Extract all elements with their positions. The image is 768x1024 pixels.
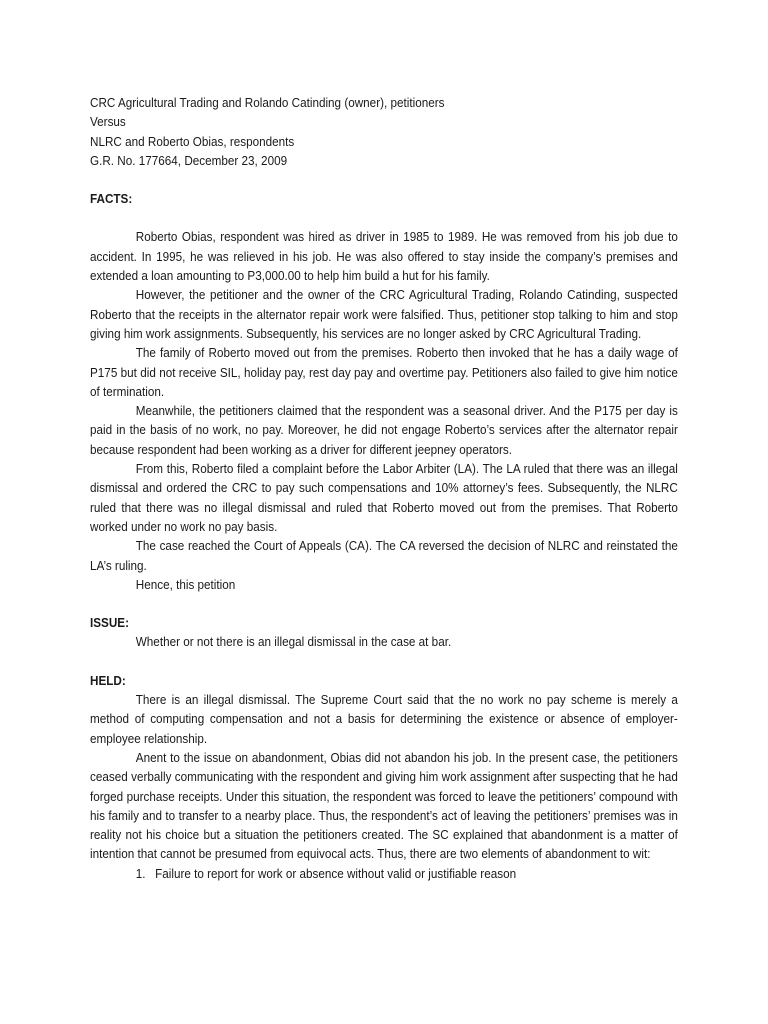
held-heading: HELD: (90, 672, 126, 688)
list-item-number: 1. (135, 865, 146, 881)
document-page (90, 93, 678, 883)
facts-heading: FACTS: (90, 191, 133, 207)
facts-paragraph: However, the petitioner and the owner of the CRC Agricultural Trading, Rolando Catinding, suspected Roberto that the receipts in the alternator repair work were falsified. Thus, petitioner stop talking to him and stop giving him work assignments. Subsequently, his services are no longer asked by CRC Agricultural Trading. (90, 287, 678, 341)
list-item (90, 864, 678, 883)
facts-paragraph: From this, Roberto filed a complaint before the Labor Arbiter (LA). The LA ruled that there was an illegal dismissal and ordered the CRC to pay such compensations and 10% attorney’s fees. Subsequently, the NLRC ruled that there was no illegal dismissal and ruled that Roberto moved out from the premises. That Roberto worked under no work no pay basis. (90, 461, 678, 534)
case-caption (90, 93, 678, 170)
facts-paragraph: The case reached the Court of Appeals (CA). The CA reversed the decision of NLRC and reinstated the LA’s ruling. (90, 538, 678, 573)
facts-paragraph: Roberto Obias, respondent was hired as driver in 1985 to 1989. He was removed from his job due to accident. In 1995, he was relieved in his job. He was also offered to stay inside the company’s premises and extended a loan amounting to P3,000.00 to help him build a hut for his family. (90, 229, 678, 284)
spacer (90, 208, 678, 227)
issue-heading: ISSUE: (90, 615, 130, 631)
case-citation: G.R. No. 177664, December 23, 2009 (90, 152, 288, 168)
facts-paragraph: Hence, this petition (135, 576, 236, 592)
held-paragraph: There is an illegal dismissal. The Supreme Court said that the no work no pay scheme is merely a method of computing compensation and not a basis for determining the existence or absence of employer-employee relationship. (90, 692, 678, 746)
issue-text: Whether or not there is an illegal dismissal in the case at bar. (135, 634, 452, 650)
case-versus: Versus (90, 114, 126, 130)
held-paragraph: Anent to the issue on abandonment, Obias did not abandon his job. In the present case, the petitioners ceased verbally communicating with the respondent and giving him work assignment after suspecting that he had forged purchase receipts. Under this situation, the respondent was forced to leave the petitioners’ compound with his family and to transfer to a nearby place. Thus, the respondent’s act of leaving the petitioners’ premises was in reality not his choice but a situation the petitioners created. The SC explained that abandonment is a matter of intention that cannot be presumed from equivocal acts. Thus, there are two elements of abandonment to wit: (90, 749, 678, 862)
case-parties-respondents: NLRC and Roberto Obias, respondents (90, 133, 295, 149)
list-item-text: Failure to report for work or absence without valid or justifiable reason (155, 865, 517, 881)
facts-paragraph: Meanwhile, the petitioners claimed that the respondent was a seasonal driver. And the P175 per day is paid in the basis of no work, no pay. Moreover, he did not engage Roberto’s services after the alternator repair because respondent had been working as a driver for different jeepney operators. (90, 403, 678, 457)
held-section (90, 690, 678, 883)
facts-paragraph: The family of Roberto moved out from the premises. Roberto then invoked that he has a daily wage of P175 but did not receive SIL, holiday pay, rest day pay and overtime pay. Petitioners also failed to give him notice of termination. (90, 345, 678, 399)
facts-section (90, 227, 678, 594)
case-parties-petitioners: CRC Agricultural Trading and Rolando Catinding (owner), petitioners (90, 95, 445, 110)
